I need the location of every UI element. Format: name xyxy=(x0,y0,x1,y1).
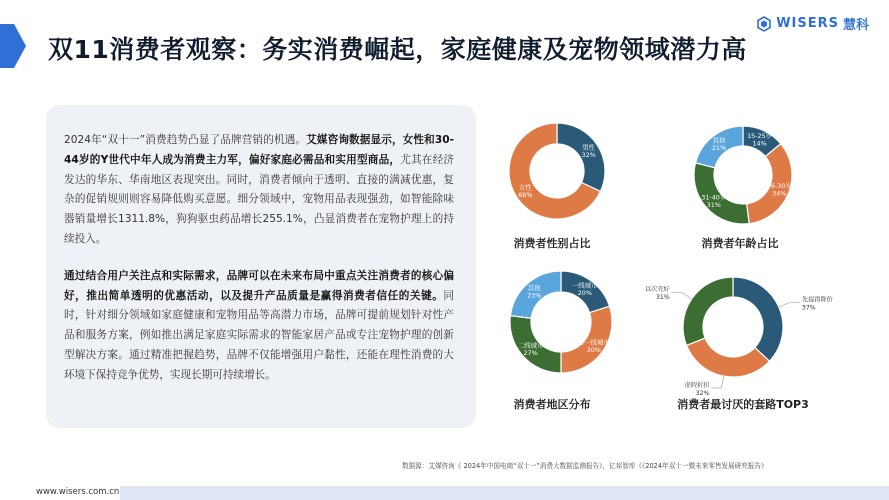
chart4-slice-1-leader xyxy=(779,302,800,307)
title-accent-tab xyxy=(0,24,14,68)
chart2-slice-4-value: 21% xyxy=(711,144,727,153)
chart3-slice-1-label: 一线城市 xyxy=(572,281,598,290)
chart2-slice-2-value: 34% xyxy=(772,189,787,198)
chart4-slice-2-leader xyxy=(711,376,723,388)
hexagon-logo-icon xyxy=(756,16,772,32)
chart4-slice-1-label: 先提再降价 xyxy=(801,296,833,304)
summary-text-panel xyxy=(46,105,476,428)
chart4-slice-3-value: 31% xyxy=(655,294,670,302)
chart1-slice-2-label: 女性 xyxy=(518,183,532,192)
chart3-slice-2-value: 30% xyxy=(586,345,601,354)
chart4-slice-1 xyxy=(733,277,783,361)
brand-logo[interactable] xyxy=(756,14,869,33)
chart4-slice-2-value: 32% xyxy=(695,389,710,397)
chart3-slice-4-label: 其他 xyxy=(527,284,541,293)
chart4-slice-3-label: 以次充好 xyxy=(644,286,670,294)
chart2-slice-3-value: 31% xyxy=(706,200,721,209)
data-source-note: 数据源：艾媒咨询《 2024年中国电商“双十一”消费大数据监测报告》，亿邦智库《《2024年双十一暨未来零售发展研究报告》 xyxy=(402,462,768,470)
chart3-slice-2-label: 新一线城市 xyxy=(577,338,610,347)
chart2-slice-4-label: 其他 xyxy=(712,136,726,145)
chart4-slice-2-label: 虚假折扣 xyxy=(684,381,710,389)
chart3-slice-3-value: 27% xyxy=(523,348,538,357)
chart3-title: 消费者地区分布 xyxy=(513,398,591,411)
chart2-slice-1-label: 15-25岁 xyxy=(747,132,773,141)
chart1-slice-1-value: 32% xyxy=(581,150,596,159)
p1-rest: 尤其在经济发达的华东、华南地区表现突出。同时，消费者倾向于透明、直接的满减优惠，复杂的促销规则则容易降低购买意愿。细分领域中，宠物用品表现强劲，如智能除味器销量增长1311.8%，狗狗驱虫药品增长255.1%，凸显消费者在宠物护理上的持续投入。 xyxy=(64,153,455,245)
donut-charts-grid xyxy=(490,110,889,430)
chart4-slice-3 xyxy=(683,277,733,345)
p2-highlight: 通过结合用户关注点和实际需求，品牌可以在未来布局中重点关注消费者的核心偏好，推出简单透明的优惠活动，以及提升产品质量是赢得消费者信任的关键。 xyxy=(64,269,454,302)
page-title: 双11消费者观察：务实消费崛起，家庭健康及宠物领域潜力高 xyxy=(48,35,747,64)
p2-rest: 同时，针对细分领域如家庭健康和宠物用品等高潜力市场，品牌可提前规划针对性产品和服务方案，例如推出满足家庭实际需求的智能家居产品或专注宠物护理的创新型解决方案。通过精准把握趋势，品牌不仅能增强用户黏性，还能在理性消费的大环境下保持竞争优势，实现长期可持续增长。 xyxy=(64,289,454,381)
chart3-slice-1-value: 20% xyxy=(577,289,592,298)
chart4-slice-3-leader xyxy=(672,292,692,299)
chart1-slice-1-label: 男性 xyxy=(582,143,596,152)
chart2-slice-3-label: 31-40岁 xyxy=(701,193,727,202)
chart2-slice-1-value: 14% xyxy=(752,139,767,148)
footer-bar xyxy=(120,486,889,500)
summary-paragraph-1 xyxy=(64,131,454,250)
chart4-slice-2 xyxy=(687,338,770,377)
chart2-slice-2-label: 26-30岁 xyxy=(766,181,792,190)
chart1-slice-2-value: 68% xyxy=(518,191,533,200)
chart2-title: 消费者年龄占比 xyxy=(701,237,779,250)
p1-highlight: 艾媒咨询数据显示，女性和30-44岁的Y世代中年人成为消费主力军，偏好家庭必需品和实用型商品， xyxy=(64,134,454,166)
chart4-slice-1-value: 37% xyxy=(801,304,816,312)
p1-intro: 2024年“双十一”消费趋势凸显了品牌营销的机遇。 xyxy=(64,134,307,146)
logo-text: WISERS xyxy=(776,16,839,31)
chart3-slice-4-value: 23% xyxy=(527,291,542,300)
chart4-title: 消费者最讨厌的套路TOP3 xyxy=(677,398,809,411)
logo-text-cn: 慧科 xyxy=(842,18,869,33)
chart1-title: 消费者性别占比 xyxy=(513,237,591,250)
chart3-slice-3-label: 二线城市 xyxy=(517,341,544,350)
summary-paragraph-2 xyxy=(64,267,454,386)
footer-url: www.wisers.com.cn xyxy=(36,487,120,497)
